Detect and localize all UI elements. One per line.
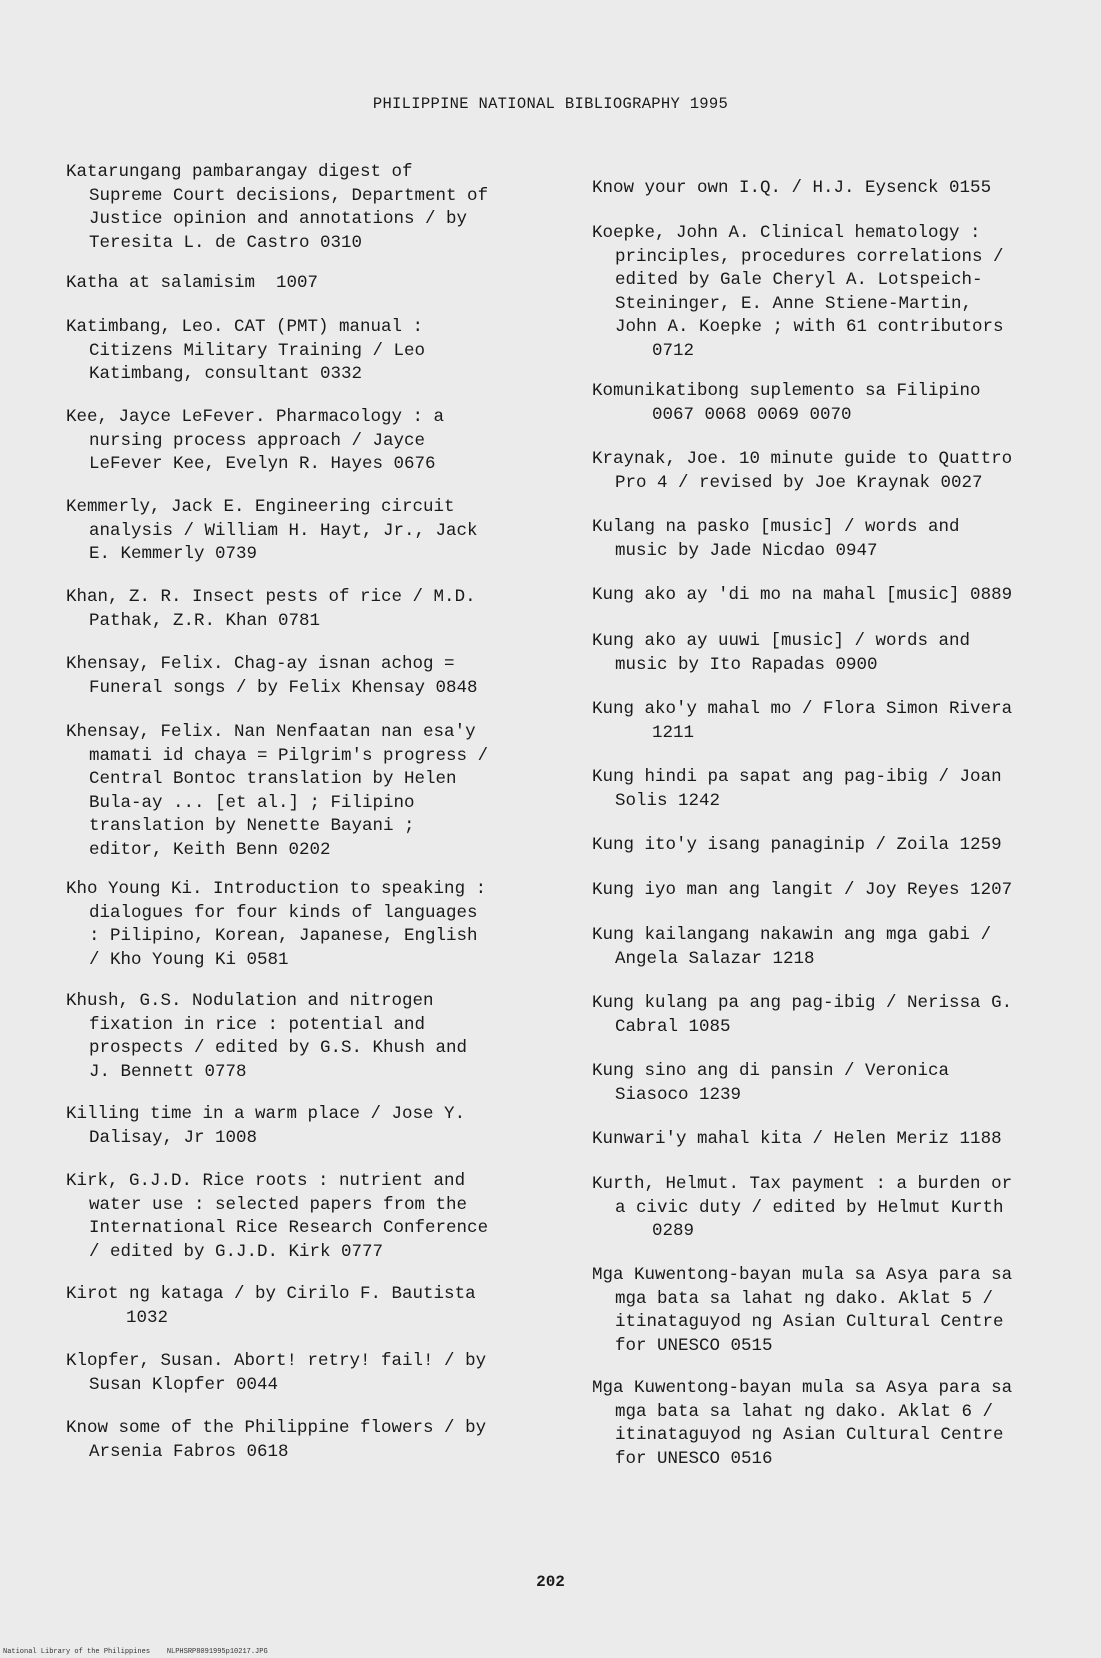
entry-line: water use : selected papers from the (89, 1194, 468, 1215)
entry-line: itinataguyod ng Asian Cultural Centre (615, 1425, 1004, 1446)
entry-line: J. Bennett 0778 (89, 1061, 247, 1082)
bibliography-entry (592, 1173, 1092, 1244)
entry-line: Pathak, Z.R. Khan 0781 (89, 610, 321, 631)
scan-footer: National Library of the Philippines NLPHSRP8091995p10217.JPG (3, 1648, 268, 1656)
page-title: PHILIPPINE NATIONAL BIBLIOGRAPHY 1995 (372, 95, 729, 113)
entry-line: music by Ito Rapadas 0900 (615, 654, 878, 675)
entry-line: analysis / William H. Hayt, Jr., Jack (89, 520, 478, 541)
bibliography-entry (592, 1377, 1092, 1471)
entry-line: dialogues for four kinds of languages (89, 902, 478, 923)
entry-line: 0712 (652, 340, 695, 361)
bibliography-entry (592, 1264, 1092, 1358)
bibliography-entry (592, 1060, 1092, 1107)
entry-line: editor, Keith Benn 0202 (89, 839, 331, 860)
entry-line: Kung ako'y mahal mo / Flora Simon Rivera (592, 699, 1013, 719)
entry-line: Dalisay, Jr 1008 (89, 1127, 258, 1148)
page-number: 202 (536, 1573, 565, 1591)
entry-line: Kung kailangang nakawin ang mga gabi / (592, 925, 992, 945)
entry-line: Kung kulang pa ang pag-ibig / Nerissa G. (592, 993, 1013, 1013)
entry-line: John A. Koepke ; with 61 contributors (615, 317, 1004, 338)
entry-line: mga bata sa lahat ng dako. Aklat 5 / (615, 1288, 994, 1309)
entry-line: Kung ito'y isang panaginip / Zoila 1259 (592, 835, 1002, 855)
entry-line: Killing time in a warm place / Jose Y. (66, 1104, 466, 1124)
bibliography-entry (66, 1417, 566, 1464)
bibliography-entry (592, 516, 1092, 563)
bibliography-entry (592, 766, 1092, 813)
entry-line: edited by Gale Cheryl A. Lotspeich- (615, 270, 983, 291)
bibliography-entry (592, 992, 1092, 1039)
entry-line: Kung sino ang di pansin / Veronica (592, 1061, 950, 1081)
bibliography-entry (66, 1103, 566, 1150)
entry-line: mamati id chaya = Pilgrim's progress / (89, 745, 489, 766)
entry-line: Kirk, G.J.D. Rice roots : nutrient and (66, 1171, 466, 1191)
entry-line: Kho Young Ki. Introduction to speaking : (66, 879, 487, 899)
entry-line: music by Jade Nicdao 0947 (615, 540, 878, 561)
entry-line: itinataguyod ng Asian Cultural Centre (615, 1312, 1004, 1333)
entry-line: Cabral 1085 (615, 1016, 731, 1037)
entry-line: nursing process approach / Jayce (89, 430, 426, 451)
bibliography-entry (66, 1170, 566, 1264)
entry-line: 1032 (126, 1307, 169, 1328)
entry-line: Know your own I.Q. / H.J. Eysenck 0155 (592, 178, 992, 198)
entry-line: Klopfer, Susan. Abort! retry! fail! / by (66, 1351, 487, 1371)
entry-line: 1211 (652, 722, 695, 743)
entry-line: Know some of the Philippine flowers / by (66, 1418, 487, 1438)
entry-line: Central Bontoc translation by Helen (89, 769, 457, 790)
entry-line: Kung hindi pa sapat ang pag-ibig / Joan (592, 767, 1002, 787)
entry-line: Citizens Military Training / Leo (89, 340, 426, 361)
entry-line: Khush, G.S. Nodulation and nitrogen (66, 991, 434, 1011)
bibliography-entry (66, 316, 566, 387)
bibliography-entry (592, 380, 1092, 427)
entry-line: Justice opinion and annotations / by (89, 209, 468, 230)
entry-line: Kirot ng kataga / by Cirilo F. Bautista (66, 1284, 476, 1304)
bibliography-entry (66, 586, 566, 633)
bibliography-entry (66, 721, 566, 863)
entry-line: Kulang na pasko [music] / words and (592, 517, 960, 537)
entry-line: Kemmerly, Jack E. Engineering circuit (66, 497, 455, 517)
entry-line: Susan Klopfer 0044 (89, 1374, 279, 1395)
entry-line: 0289 (652, 1221, 695, 1242)
entry-line: translation by Nenette Bayani ; (89, 816, 415, 837)
entry-line: fixation in rice : potential and (89, 1014, 426, 1035)
entry-line: Mga Kuwentong-bayan mula sa Asya para sa (592, 1265, 1013, 1285)
bibliography-entry (66, 878, 566, 972)
bibliography-entry (592, 879, 1092, 903)
entry-line: Supreme Court decisions, Department of (89, 185, 489, 206)
entry-line: Bula-ay ... [et al.] ; Filipino (89, 792, 415, 813)
bibliography-entry (66, 161, 566, 255)
bibliography-entry (592, 698, 1092, 745)
entry-line: Khan, Z. R. Insect pests of rice / M.D. (66, 587, 476, 607)
entry-line: Komunikatibong suplemento sa Filipino (592, 381, 981, 401)
entry-line: Siasoco 1239 (615, 1084, 742, 1105)
bibliography-entry (66, 406, 566, 477)
entry-line: Kung ako ay uuwi [music] / words and (592, 631, 971, 651)
entry-line: Khensay, Felix. Chag-ay isnan achog = (66, 654, 455, 674)
entry-line: Katha at salamisim 1007 (66, 273, 319, 293)
entry-line: Kunwari'y mahal kita / Helen Meriz 1188 (592, 1129, 1002, 1149)
bibliography-entry (66, 496, 566, 567)
entry-line: for UNESCO 0516 (615, 1448, 773, 1469)
entry-line: / edited by G.J.D. Kirk 0777 (89, 1241, 384, 1262)
entry-line: Arsenia Fabros 0618 (89, 1441, 289, 1462)
bibliography-entry (592, 630, 1092, 677)
bibliography-entry (66, 990, 566, 1084)
entry-line: a civic duty / edited by Helmut Kurth (615, 1197, 1004, 1218)
entry-line: / Kho Young Ki 0581 (89, 949, 289, 970)
entry-line: Steininger, E. Anne Stiene-Martin, (615, 293, 973, 314)
entry-line: Teresita L. de Castro 0310 (89, 232, 363, 253)
entry-line: Kung iyo man ang langit / Joy Reyes 1207 (592, 880, 1013, 900)
entry-line: principles, procedures correlations / (615, 246, 1004, 267)
entry-line: Solis 1242 (615, 790, 721, 811)
entry-line: : Pilipino, Korean, Japanese, English (89, 926, 478, 947)
entry-line: Funeral songs / by Felix Khensay 0848 (89, 677, 478, 698)
entry-line: Kee, Jayce LeFever. Pharmacology : a (66, 407, 445, 427)
entry-line: Pro 4 / revised by Joe Kraynak 0027 (615, 472, 983, 493)
bibliography-entry (592, 1128, 1092, 1152)
entry-line: E. Kemmerly 0739 (89, 544, 258, 565)
entry-line: Mga Kuwentong-bayan mula sa Asya para sa (592, 1378, 1013, 1398)
entry-line: Koepke, John A. Clinical hematology : (592, 223, 981, 243)
bibliography-entry (66, 653, 566, 700)
entry-line: Khensay, Felix. Nan Nenfaatan nan esa'y (66, 722, 476, 742)
entry-line: Kung ako ay 'di mo na mahal [music] 0889 (592, 585, 1013, 605)
bibliography-entry (592, 448, 1092, 495)
bibliography-entry (592, 584, 1092, 608)
entry-line: mga bata sa lahat ng dako. Aklat 6 / (615, 1401, 994, 1422)
bibliography-entry (592, 924, 1092, 971)
entry-line: 0067 0068 0069 0070 (652, 404, 852, 425)
bibliography-entry (66, 1350, 566, 1397)
bibliography-entry (592, 177, 1092, 201)
bibliography-entry (592, 834, 1092, 858)
entry-line: Katarungang pambarangay digest of (66, 162, 413, 182)
entry-line: LeFever Kee, Evelyn R. Hayes 0676 (89, 454, 436, 475)
entry-line: Katimbang, Leo. CAT (PMT) manual : (66, 317, 424, 337)
entry-line: Katimbang, consultant 0332 (89, 364, 363, 385)
entry-line: prospects / edited by G.S. Khush and (89, 1038, 468, 1059)
entry-line: Angela Salazar 1218 (615, 948, 815, 969)
entry-line: International Rice Research Conference (89, 1218, 489, 1239)
bibliography-entry (592, 222, 1092, 364)
entry-line: Kurth, Helmut. Tax payment : a burden or (592, 1174, 1013, 1194)
entry-line: Kraynak, Joe. 10 minute guide to Quattro (592, 449, 1013, 469)
entry-line: for UNESCO 0515 (615, 1335, 773, 1356)
bibliography-entry (66, 1283, 566, 1330)
bibliography-entry (66, 272, 566, 296)
